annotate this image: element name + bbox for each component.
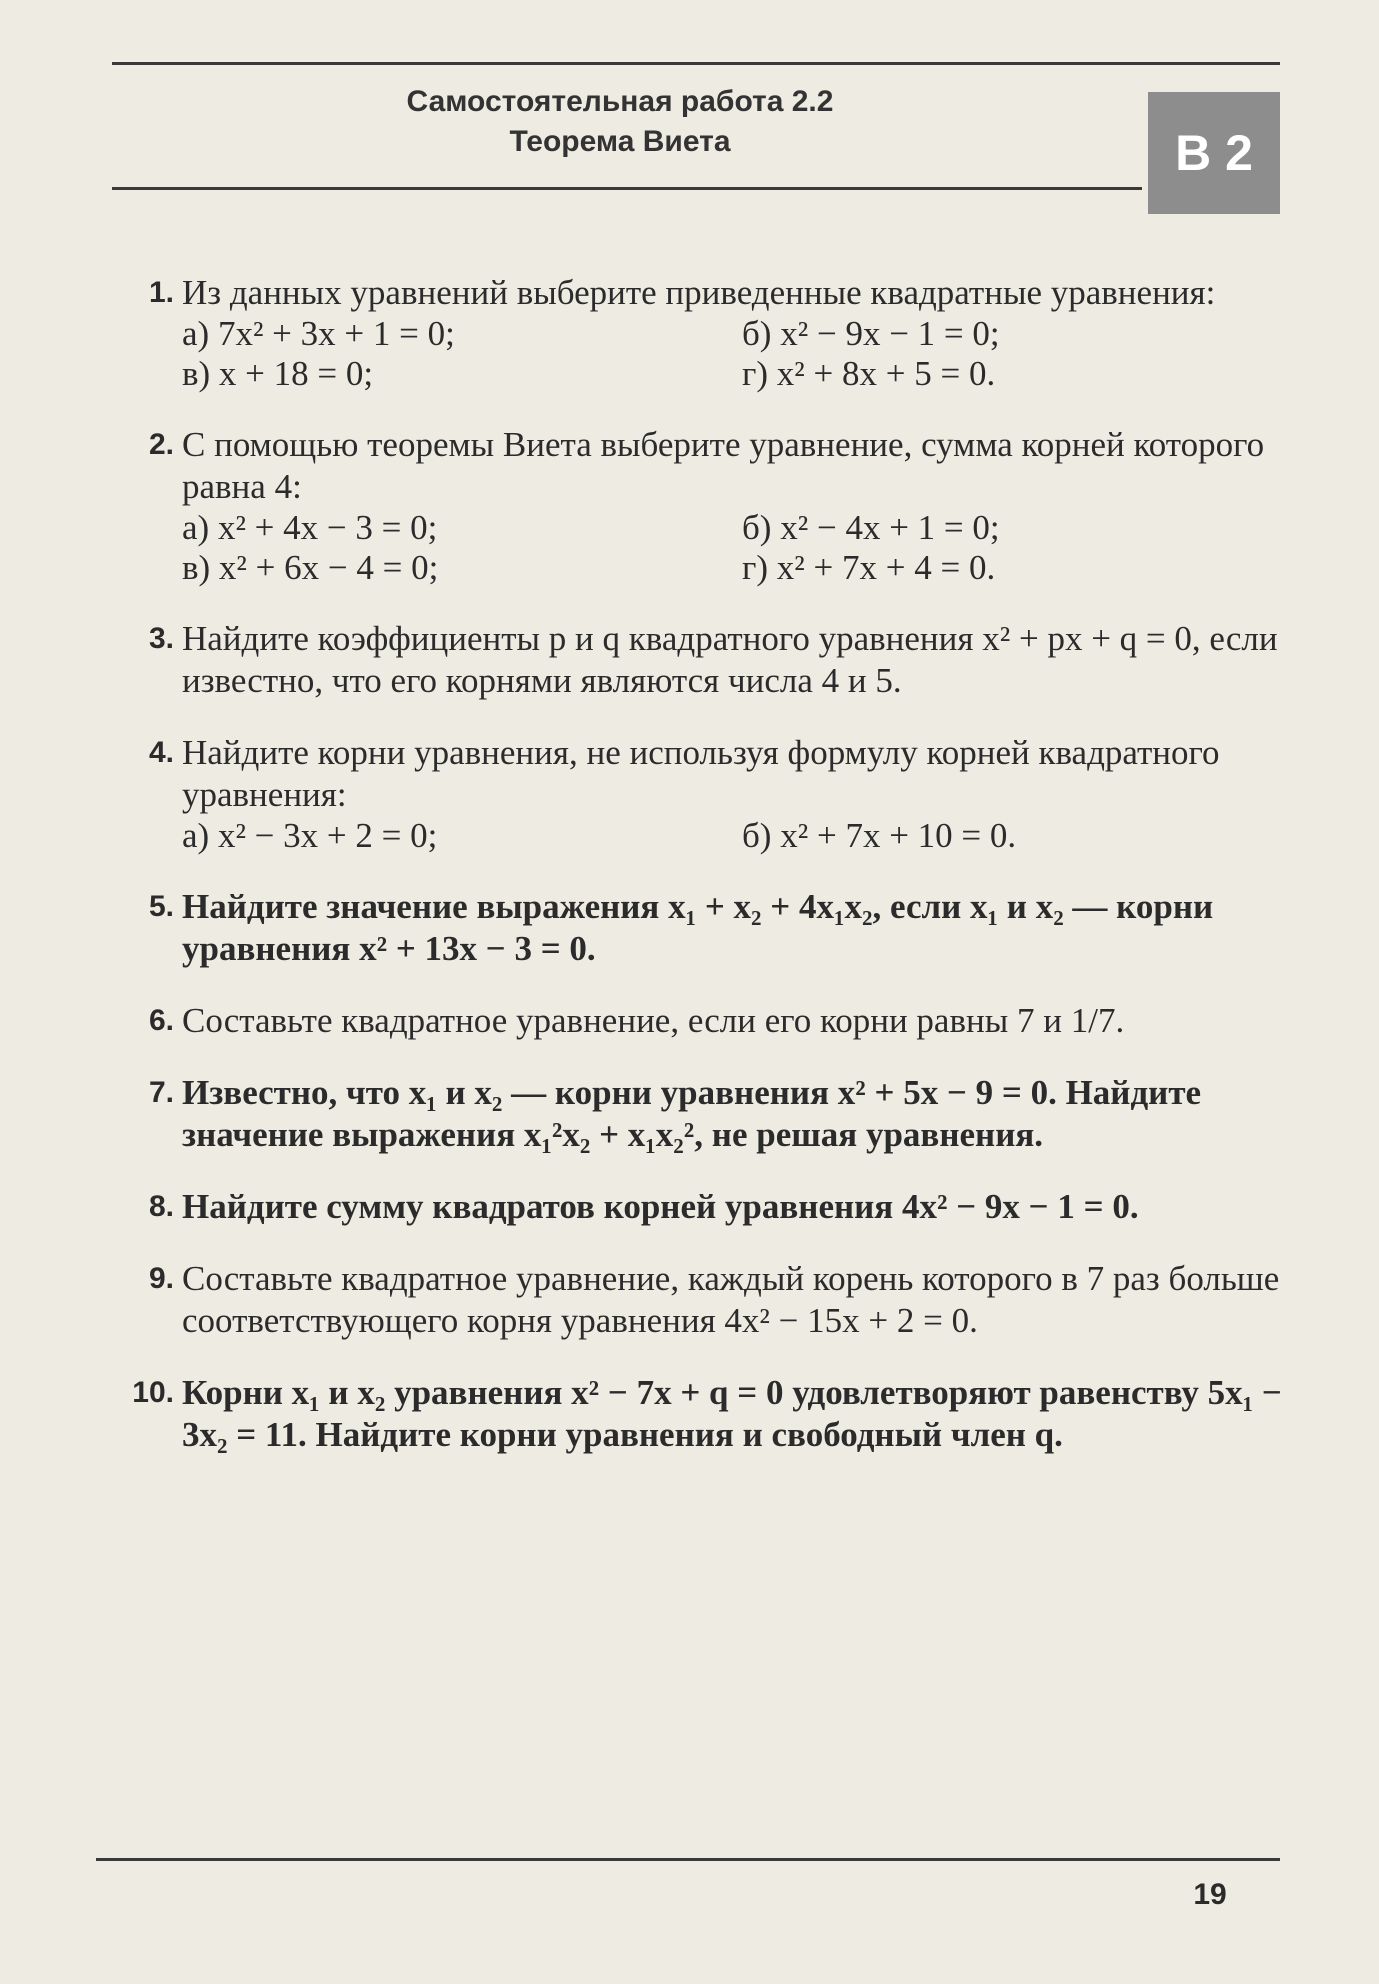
task-option: г) x² + 8x + 5 = 0. [742,354,996,393]
task-options [182,314,1290,394]
task-option: б) x² − 9x − 1 = 0; [742,314,1000,353]
task-text: Найдите сумму квадратов корней уравнения 4x² − 9x − 1 = 0. [182,1187,1139,1226]
task-number: 5. [148,890,174,923]
task-number: 4. [148,736,174,769]
task-option: б) x² + 7x + 10 = 0. [742,816,1017,855]
task-option: а) 7x² + 3x + 1 = 0; [182,314,455,353]
task-option: а) x² − 3x + 2 = 0; [182,816,438,855]
task-text: Корни x₁ и x₂ уравнения x² − 7x + q = 0 удовлетворяют равенству 5x₁ − 3x₂ = 11. Найдите корни уравнения и свободный член q. [182,1373,1282,1454]
task-3 [130,618,1290,702]
task-6 [130,1000,1290,1042]
task-option: в) x² + 6x − 4 = 0; [182,548,439,587]
task-number: 2. [148,428,174,461]
task-text: Составьте квадратное уравнение, каждый корень которого в 7 раз больше соответствующего корня уравнения 4x² − 15x + 2 = 0. [182,1259,1280,1340]
task-text: Известно, что x₁ и x₂ — корни уравнения x² + 5x − 9 = 0. Найдите значение выражения x₁²x₂ + x₁x₂², не решая уравнения. [182,1073,1202,1154]
task-option: б) x² − 4x + 1 = 0; [742,508,1000,547]
task-7 [130,1072,1290,1156]
task-number: 7. [148,1076,174,1109]
task-text: Найдите значение выражения x₁ + x₂ + 4x₁x₂, если x₁ и x₂ — корни уравнения x² + 13x − 3 = 0. [182,887,1214,968]
task-number: 6. [148,1004,174,1037]
worksheet-header [300,82,940,162]
task-option: г) x² + 7x + 4 = 0. [742,548,996,587]
header-top-rule [112,62,1280,65]
header-bottom-rule [112,187,1142,190]
task-options [182,508,1290,588]
task-option: а) x² + 4x − 3 = 0; [182,508,438,547]
worksheet-title: Самостоятельная работа 2.2 [406,85,834,118]
task-number: 8. [148,1190,174,1223]
footer-rule [96,1858,1280,1861]
task-9 [130,1258,1290,1342]
task-text: Из данных уравнений выберите приведенные квадратные уравнения: [182,273,1216,312]
task-4 [130,732,1290,856]
task-number: 3. [148,622,174,655]
task-number: 1. [148,276,174,309]
task-2 [130,424,1290,588]
worksheet-topic: Теорема Виета [509,125,731,158]
task-10 [130,1372,1290,1456]
variant-badge: В 2 [1148,92,1280,214]
task-list [130,272,1290,1486]
task-1 [130,272,1290,394]
task-text: Найдите корни уравнения, не используя формулу корней квадратного уравнения: [182,733,1220,814]
task-8 [130,1186,1290,1228]
task-5 [130,886,1290,970]
page-number: 19 [1193,1878,1227,1911]
task-number: 10. [132,1376,174,1409]
task-option: в) x + 18 = 0; [182,354,374,393]
task-number: 9. [148,1262,174,1295]
task-text: Найдите коэффициенты p и q квадратного уравнения x² + px + q = 0, если известно, что его корнями являются числа 4 и 5. [182,619,1278,700]
task-options [182,816,1290,856]
task-text: Составьте квадратное уравнение, если его корни равны 7 и 1/7. [182,1001,1125,1040]
task-text: С помощью теоремы Виета выберите уравнение, сумма корней которого равна 4: [182,425,1265,506]
